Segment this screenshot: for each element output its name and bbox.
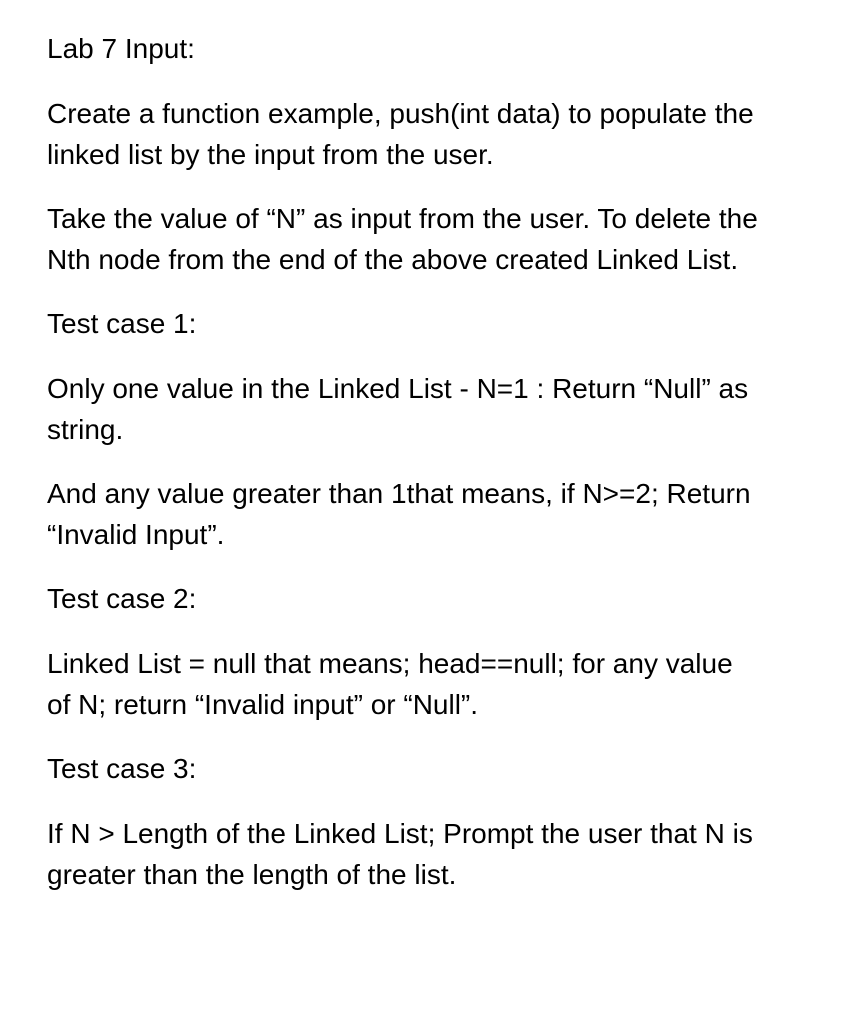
paragraph-delete-nth-node <box>47 198 847 280</box>
paragraph-line: Linked List = null that means; head==null; for any value <box>47 648 733 679</box>
paragraph-line: Nth node from the end of the above created Linked List. <box>47 244 739 275</box>
paragraph-line: If N > Length of the Linked List; Prompt the user that N is <box>47 818 753 849</box>
paragraph-line: Create a function example, push(int data) to populate the <box>47 98 754 129</box>
paragraph-test-case-1-rule <box>47 368 847 450</box>
paragraph-line: string. <box>47 414 124 445</box>
paragraph-test-case-3-rule <box>47 813 847 895</box>
test-case-1-heading <box>47 303 847 344</box>
lab-title-text: Lab 7 Input: <box>47 33 195 64</box>
test-case-2-heading <box>47 578 847 619</box>
paragraph-line: Only one value in the Linked List - N=1 : Return “Null” as <box>47 373 749 404</box>
paragraph-test-case-2-rule <box>47 643 847 725</box>
test-case-heading-text: Test case 3: <box>47 753 197 784</box>
paragraph-test-case-1-invalid <box>47 473 847 555</box>
test-case-3-heading <box>47 748 847 789</box>
test-case-heading-text: Test case 1: <box>47 308 197 339</box>
paragraph-push-function <box>47 93 847 175</box>
test-case-heading-text: Test case 2: <box>47 583 197 614</box>
paragraph-line: “Invalid Input”. <box>47 519 225 550</box>
paragraph-line: greater than the length of the list. <box>47 859 457 890</box>
document-page <box>47 28 847 918</box>
lab-title <box>47 28 847 69</box>
paragraph-line: linked list by the input from the user. <box>47 139 494 170</box>
paragraph-line: And any value greater than 1that means, if N>=2; Return <box>47 478 751 509</box>
paragraph-line: of N; return “Invalid input” or “Null”. <box>47 689 479 720</box>
paragraph-line: Take the value of “N” as input from the user. To delete the <box>47 203 758 234</box>
